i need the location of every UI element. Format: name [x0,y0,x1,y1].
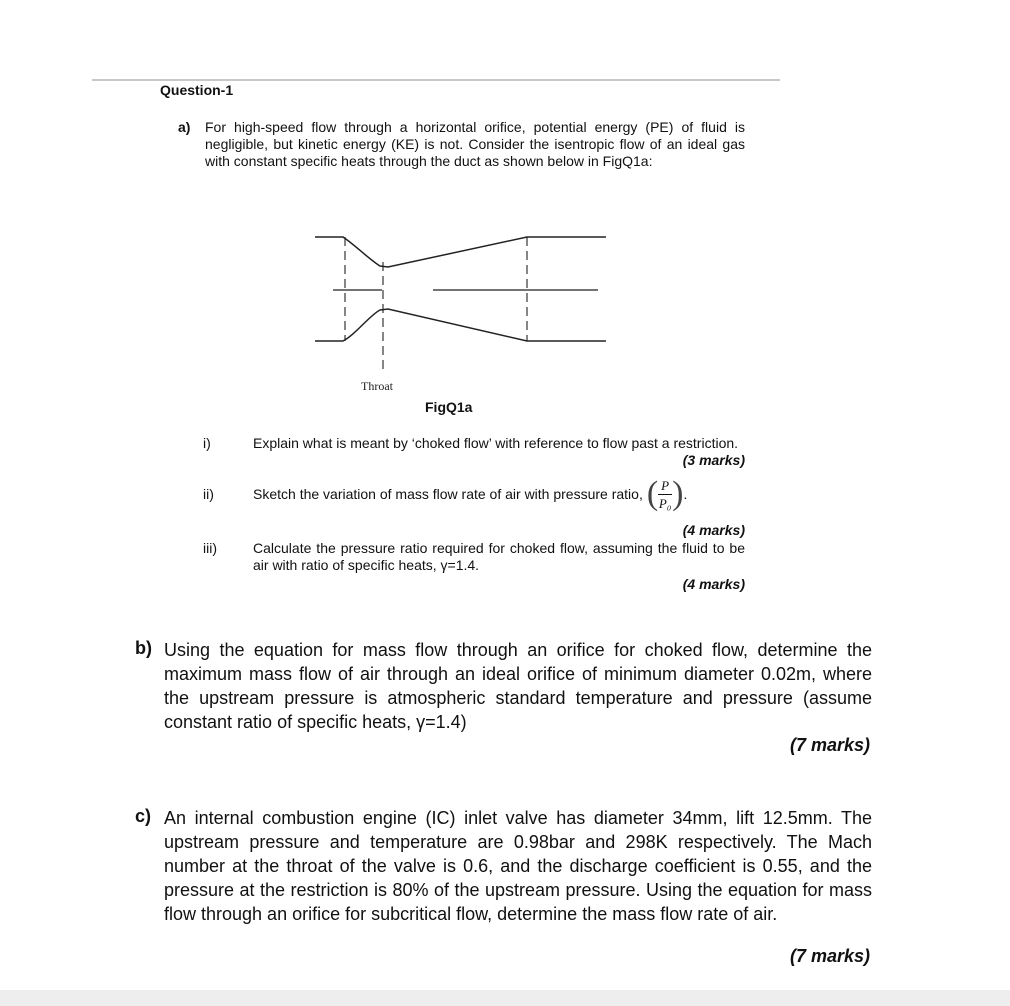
subpart-ii-line: Sketch the variation of mass flow rate of air with pressure ratio, ( $\frac{P}{\text{P₀}}$ ) . [253,475,688,512]
part-a-label: a) [178,119,191,135]
figure-caption: FigQ1a [425,399,473,415]
question-title: Question-1 [160,82,234,98]
part-c-text: An internal combustion engine (IC) inlet valve has diameter 34mm, lift 12.5mm. The upstream pressure and temperature are 0.98bar and 298K respectively. The Mach number at the throat of the valve is 0.6, and the discharge coefficient is 0.55, and the pressure at the restriction is 80% of the upstream pressure. Using the equation for mass flow through an orifice for subcritical flow, determine the mass flow rate of air. [164,808,872,924]
part-b-text: Using the equation for mass flow through an orifice for choked flow, determine the maximum mass flow of air through an ideal orifice of minimum diameter 0.02m, where the upstream pressure is atmospheric standard temperature and pressure (assume constant ratio of specific heats, γ=1.4) [164,640,872,732]
subpart-i-marks: (3 marks) [682,452,745,468]
fraction-numerator: P [658,477,672,495]
subpart-ii-number: ii) [203,486,214,502]
part-b-marks: (7 marks) [789,735,870,755]
subpart-iii-text: Calculate the pressure ratio required for choked flow, assuming the fluid to be air with ratio of specific heats, γ=1.4. [253,540,745,573]
part-b-label: b) [135,638,152,658]
pressure-ratio-fraction: ( $\frac{P}{\text{P₀}}$ ) [646,475,684,512]
subpart-iii-number: iii) [203,540,217,556]
throat-label: Throat [361,379,393,393]
subpart-iii-marks: (4 marks) [682,576,745,592]
subpart-ii-text: Sketch the variation of mass flow rate of air with pressure ratio, [253,485,643,502]
duct-upper-wall [315,237,606,267]
fraction-denominator: P₀ [658,495,672,511]
duct-figure [300,220,620,420]
part-c-marks: (7 marks) [789,946,870,966]
top-divider [92,79,780,81]
subpart-i-number: i) [203,435,211,451]
subpart-ii-marks: (4 marks) [682,522,745,538]
part-a-text: For high-speed flow through a horizontal orifice, potential energy (PE) of fluid is negligible, but kinetic energy (KE) is not. Consider the isentropic flow of an ideal gas with constant specific heats through the duct as shown below in FigQ1a: [205,119,745,169]
page-bottom-edge [0,990,1010,1006]
duct-lower-wall [315,309,606,341]
part-c-label: c) [135,806,152,826]
subpart-i-text: Explain what is meant by ‘choked flow’ with reference to flow past a restriction. [253,435,739,451]
